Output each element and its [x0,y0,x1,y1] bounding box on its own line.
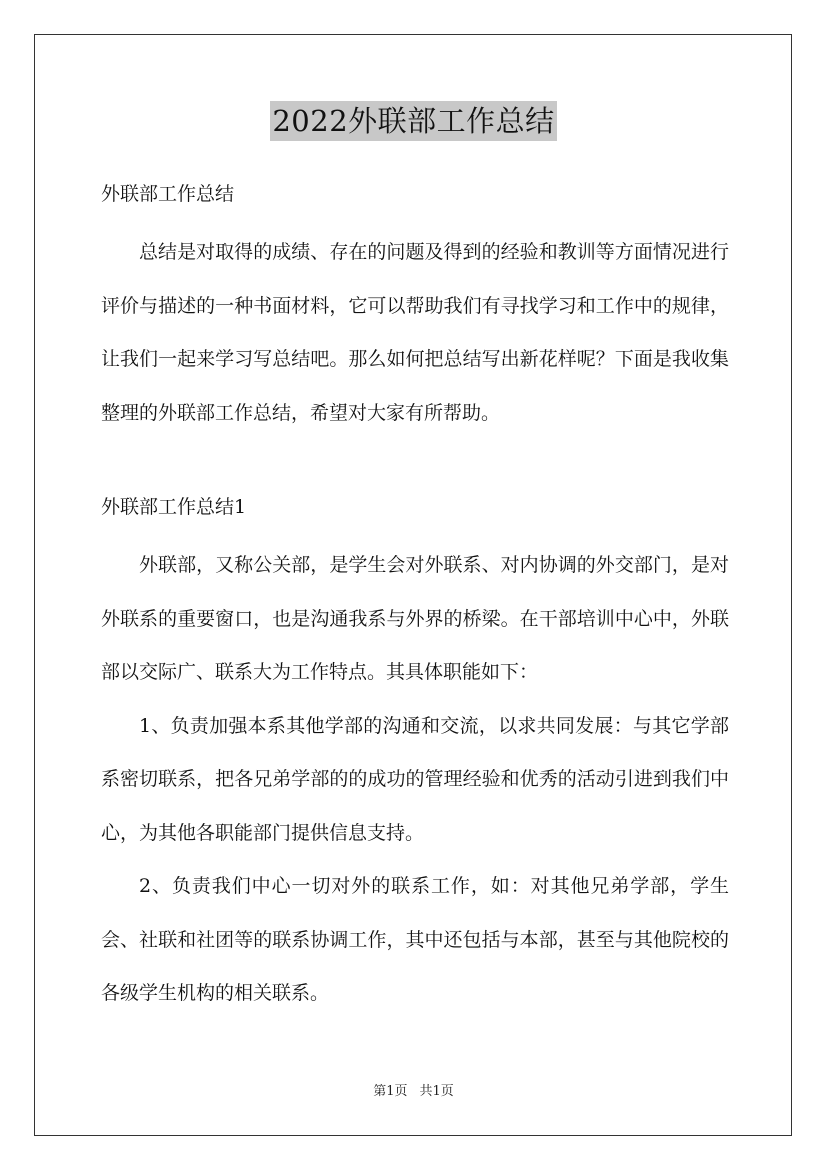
title-container [0,101,827,141]
section1-paragraph-2: 1、负责加强本系其他学部的沟通和交流，以求共同发展：与其它学部系密切联系，把各兄弟学部的的成功的管理经验和优秀的活动引进到我们中心，为其他各职能部门提供信息支持。 [101,714,729,844]
section1-paragraph-3: 2、负责我们中心一切对外的联系工作，如：对其他兄弟学部，学生会、社联和社团等的联系协调工作，其中还包括与本部，甚至与其他院校的各级学生机构的相关联系。 [101,875,729,1004]
document-title: 2022外联部工作总结 [270,101,556,141]
section1-paragraph-1: 外联部，又称公关部，是学生会对外联系、对内协调的外交部门，是对外联系的重要窗口，也是沟通我系与外界的桥梁。在干部培训中心中，外联部以交际广、联系大为工作特点。其具体职能如下： [101,554,729,683]
page-number: 第1页 [373,1084,408,1099]
intro-heading: 外联部工作总结 [101,183,235,205]
page-footer [0,1083,827,1101]
document-body [101,172,729,1021]
intro-paragraph: 总结是对取得的成绩、存在的问题及得到的经验和教训等方面情况进行评价与描述的一种书面材料，它可以帮助我们有寻找学习和工作中的规律，让我们一起来学习写总结吧。那么如何把总结写出新花样呢？下面是我收集整理的外联部工作总结，希望对大家有所帮助。 [101,241,729,424]
page-total: 共1页 [419,1084,454,1099]
section1-heading: 外联部工作总结1 [101,496,247,518]
